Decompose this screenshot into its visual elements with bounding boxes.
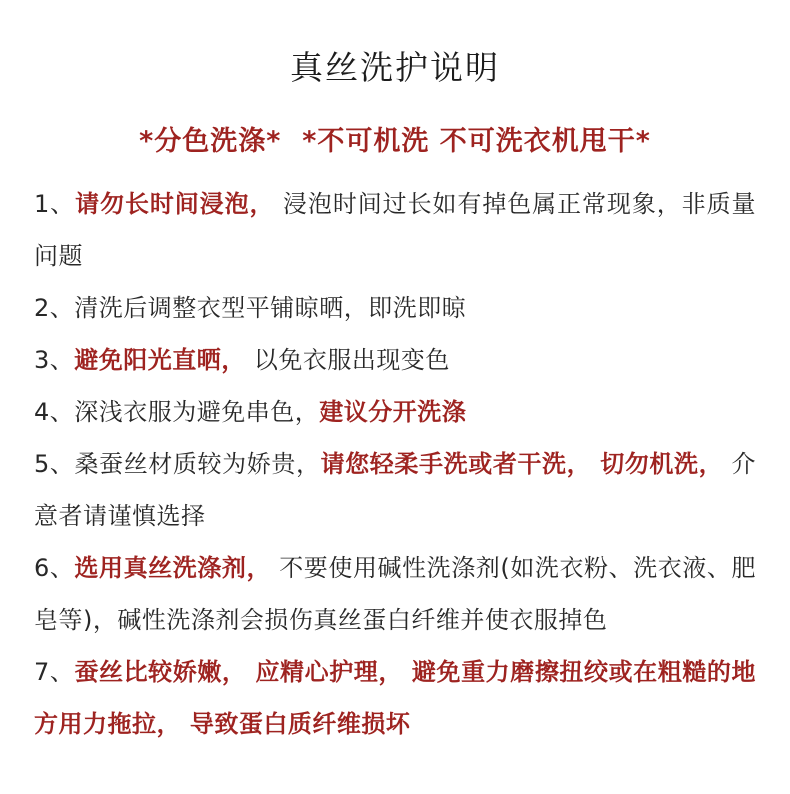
warning-line: *分色洗涤* *不可机洗 不可洗衣机甩干* [139,125,651,157]
body-text: 以免衣服出现变色 [245,345,450,374]
emphasis-text: 请勿长时间浸泡， [75,189,275,218]
body-text: 3、 [34,345,75,374]
body-text: 6、 [34,553,75,582]
list-item [34,334,756,386]
page-title: 真丝洗护说明 [290,48,500,87]
emphasis-text: 建议分开洗涤 [319,397,467,426]
emphasis-text: 请您轻柔手洗或者干洗， 切勿机洗， [320,449,724,478]
body-text: 不要使用碱性洗涤剂(如洗衣粉、洗衣液、肥皂等)，碱性洗涤剂会损伤真丝蛋白纤维并使衣服掉色 [34,553,756,634]
list-item [34,542,756,646]
body-text: 4、深浅衣服为避免串色， [34,397,320,426]
list-item [34,386,756,438]
body-text: 5、桑蚕丝材质较为娇贵， [34,449,321,478]
emphasis-text: 蚕丝比较娇嫩， 应精心护理， 避免重力磨擦扭绞或在粗糙的地方用力拖拉， 导致蛋白质纤维损坏 [34,657,756,738]
list-item [34,646,756,750]
care-instructions-list [34,178,756,750]
emphasis-text: 选用真丝洗涤剂， [74,553,272,582]
body-text: 1、 [34,189,76,218]
body-text: 浸泡时间过长如有掉色属正常现象，非质量问题 [34,189,756,270]
emphasis-text: 避免阳光直晒， [74,345,246,374]
body-text: 介意者请谨慎选择 [34,449,756,530]
list-item [34,282,756,334]
body-text: 2、清洗后调整衣型平铺晾晒，即洗即晾 [34,293,467,322]
list-item [34,438,756,542]
body-text: 7、 [34,657,75,686]
list-item [34,178,756,282]
